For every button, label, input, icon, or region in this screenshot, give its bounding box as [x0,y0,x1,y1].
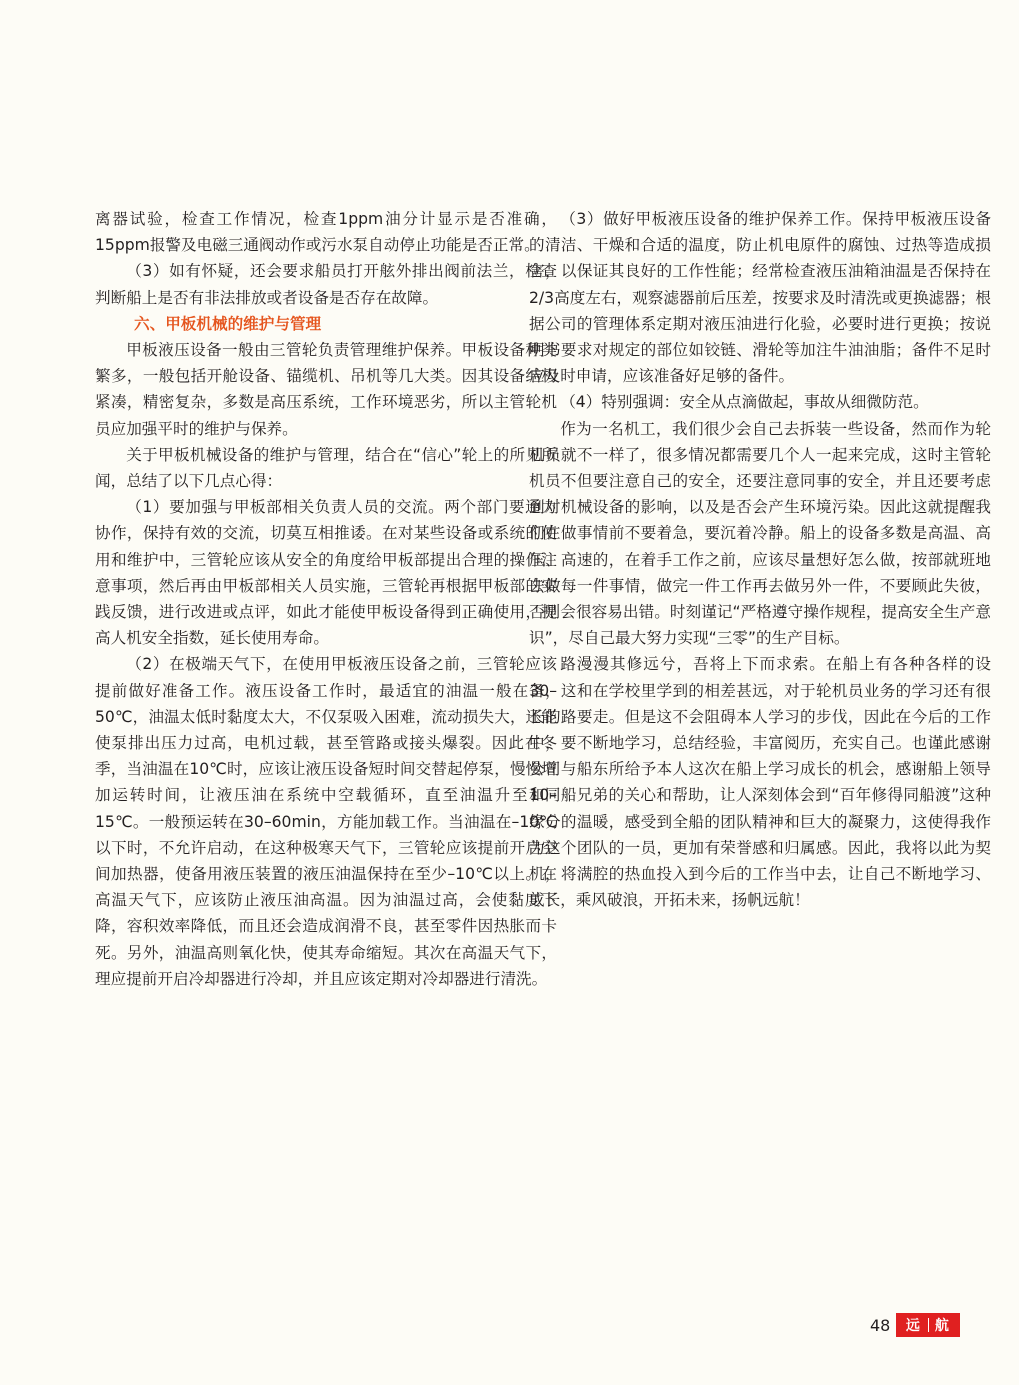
page-footer [870,1313,960,1337]
logo-divider [928,1318,929,1332]
paragraph: （2）在极端天气下，在使用甲板液压设备之前，三管轮应该提前做好准备工作。液压设备工作时，最适宜的油温一般在30–50℃，油温太低时黏度太大，不仅泵吸入困难，流动损失大，还能使泵排出压力过高，电机过载，甚至管路或接头爆裂。因此在冬季，当油温在10℃时，应该让液压设备短时间交替起停泵，慢慢增加运转时间，让液压油在系统中空载循环，直至油温升至10–15℃。一般预运转在30–60min，方能加载工作。当油温在–10℃以下时，不允许启动，在这种极寒天气下，三管轮应该提前开启空间加热器，使备用液压装置的液压油温保持在至少–10℃以上。在高温天气下，应该防止液压油高温。因为油温过高，会使黏度下降，容积效率降低，而且还会造成润滑不良，甚至零件因热胀而卡死。另外，油温高则氧化快，使其寿命缩短。其次在高温天气下，理应提前开启冷却器进行冷却，并且应该定期对冷却器进行清洗。 [95,655,557,988]
paragraph: （1）要加强与甲板部相关负责人员的交流。两个部门要通力协作，保持有效的交流，切莫互相推诿。在对某些设备或系统的使用和维护中，三管轮应该从安全的角度给甲板部提出合理的操作注意事项，然后再由甲板部相关人员实施，三管轮再根据甲板部的实践反馈，进行改进或点评，如此才能使甲板设备得到正确使用，提高人机安全指数，延长使用寿命。 [95,498,557,648]
paragraph: 作为一名机工，我们很少会自己去拆装一些设备，然而作为轮机员就不一样了，很多情况都需要几个人一起来完成，这时主管轮机员不但要注意自己的安全，还要注意同事的安全，并且还要考虑到对机械设备的影响，以及是否会产生环境污染。因此这就提醒我们在做事情前不要着急，要沉着冷静。船上的设备多数是高温、高压、高速的，在着手工作之前，应该尽量想好怎么做，按部就班地去做每一件事情，做完一件工作再去做另外一件，不要顾此失彼，否则会很容易出错。时刻谨记“严格遵守操作规程，提高安全生产意识”，尽自己最大努力实现“三零”的生产目标。 [529,419,991,648]
section-heading: 六、甲板机械的维护与管理 [134,314,322,333]
right-column [529,206,991,913]
paragraph: （4）特别强调：安全从点滴做起，事故从细微防范。 [560,393,929,412]
page-number: 48 [870,1315,891,1335]
magazine-logo [896,1313,960,1337]
logo-char-right: 航 [934,1318,951,1334]
paragraph: 离器试验，检查工作情况，检查1ppm油分计显示是否准确，15ppm报警及电磁三通阀动作或污水泵自动停止功能是否正常。 [95,210,557,255]
paragraph: 路漫漫其修远兮，吾将上下而求索。在船上有各种各样的设备，这和在学校里学到的相差甚远，对于轮机员业务的学习还有很长的路要走。但是这不会阻碍本人学习的步伐，因此在今后的工作中，要不断地学习，总结经验，丰富阅历，充实自己。也谨此感谢公司与船东所给予本人这次在船上学习成长的机会，感谢船上领导和同船兄弟的关心和帮助，让人深刻体会到“百年修得同船渡”这种缘分的温暖，感受到全船的团队精神和巨大的凝聚力，这使得我作为这个团队的一员，更加有荣誉感和归属感。因此，我将以此为契机，将满腔的热血投入到今后的工作当中去，让自己不断地学习、成长，乘风破浪，开拓未来，扬帆远航！ [529,655,991,910]
paragraph: （3）做好甲板液压设备的维护保养工作。保持甲板液压设备的清洁、干燥和合适的温度，防止机电原件的腐蚀、过热等造成损害，以保证其良好的工作性能；经常检查液压油箱油温是否保持在2/3高度左右，观察滤器前后压差，按要求及时清洗或更换滤器；根据公司的管理体系定期对液压油进行化验，必要时进行更换；按说明书要求对规定的部位如铰链、滑轮等加注牛油油脂；备件不足时应及时申请，应该准备好足够的备件。 [529,210,991,386]
paragraph: （3）如有怀疑，还会要求船员打开舷外排出阀前法兰，检查判断船上是否有非法排放或者设备是否存在故障。 [95,262,557,307]
left-column [95,206,557,992]
logo-char-left: 远 [905,1318,922,1334]
paragraph: 关于甲板机械设备的维护与管理，结合在“信心”轮上的所见所闻，总结了以下几点心得： [95,445,557,491]
paragraph: 甲板液压设备一般由三管轮负责管理维护保养。甲板设备种类繁多，一般包括开舱设备、锚缆机、吊机等几大类。因其设备结构紧凑，精密复杂，多数是高压系统，工作环境恶劣，所以主管轮机员应加强平时的维护与保养。 [95,341,557,438]
